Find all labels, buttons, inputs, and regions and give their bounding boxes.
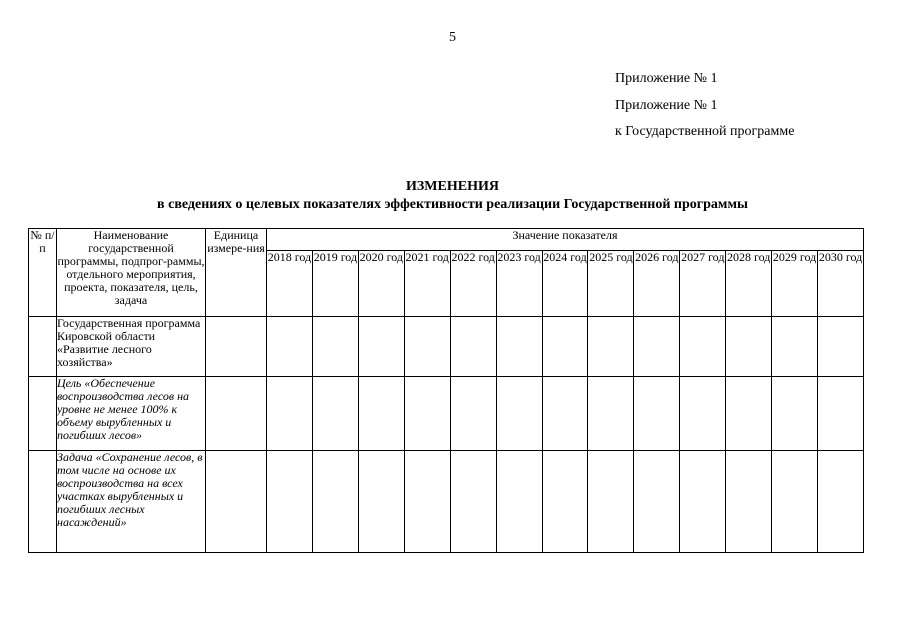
value-cell <box>818 451 864 553</box>
value-cell <box>542 317 588 377</box>
value-cell <box>588 317 634 377</box>
title-sub: в сведениях о целевых показателях эффективности реализации Государственной программы <box>157 197 748 212</box>
value-cell <box>312 377 358 451</box>
header-year: 2026 год <box>634 251 680 317</box>
value-cell <box>726 377 772 451</box>
value-cell <box>772 451 818 553</box>
table-row <box>29 377 864 451</box>
value-cell <box>818 317 864 377</box>
value-cell <box>267 317 313 377</box>
header-value: Значение показателя <box>267 229 864 251</box>
header-year: 2025 год <box>588 251 634 317</box>
value-cell <box>450 451 496 553</box>
header-num: № п/п <box>29 229 57 317</box>
title-main: ИЗМЕНЕНИЯ <box>406 179 499 194</box>
value-cell <box>404 451 450 553</box>
value-cell <box>267 377 313 451</box>
value-cell <box>634 377 680 451</box>
appendix-line-1: Приложение № 1 <box>615 71 718 86</box>
value-cell <box>358 451 404 553</box>
row-num-cell <box>29 317 57 377</box>
header-unit: Единица измере-ния <box>206 229 267 317</box>
row-unit-cell <box>206 451 267 553</box>
value-cell <box>358 317 404 377</box>
value-cell <box>358 377 404 451</box>
value-cell <box>680 317 726 377</box>
value-cell <box>818 377 864 451</box>
value-cell <box>312 451 358 553</box>
appendix-line-2: Приложение № 1 <box>615 97 718 113</box>
indicators-table <box>28 228 864 553</box>
document-title <box>0 178 905 214</box>
page-number: 5 <box>449 30 456 45</box>
header-year: 2024 год <box>542 251 588 317</box>
value-cell <box>772 317 818 377</box>
value-cell <box>496 451 542 553</box>
value-cell <box>404 317 450 377</box>
value-cell <box>496 317 542 377</box>
row-unit-cell <box>206 317 267 377</box>
value-cell <box>680 377 726 451</box>
value-cell <box>267 451 313 553</box>
value-cell <box>496 377 542 451</box>
value-cell <box>588 451 634 553</box>
appendix-line-3: к Государственной программе <box>615 124 795 139</box>
value-cell <box>542 451 588 553</box>
header-year: 2030 год <box>818 251 864 317</box>
value-cell <box>680 451 726 553</box>
header-year: 2029 год <box>772 251 818 317</box>
value-cell <box>542 377 588 451</box>
table-row <box>29 317 864 377</box>
value-cell <box>450 317 496 377</box>
header-name: Наименование государственной программы, подпрог-раммы, отдельного мероприятия, проекта, показателя, цель, задача <box>57 229 206 317</box>
row-unit-cell <box>206 377 267 451</box>
value-cell <box>726 451 772 553</box>
value-cell <box>404 377 450 451</box>
row-num-cell <box>29 377 57 451</box>
header-year: 2018 год <box>267 251 313 317</box>
header-year: 2019 год <box>312 251 358 317</box>
header-year: 2027 год <box>680 251 726 317</box>
header-year: 2022 год <box>450 251 496 317</box>
header-year: 2021 год <box>404 251 450 317</box>
header-year: 2028 год <box>726 251 772 317</box>
appendix-block <box>615 66 794 146</box>
row-name-cell: Цель «Обеспечение воспроизводства лесов на уровне не менее 100% к объему вырубленных и погибших лесов» <box>57 377 206 451</box>
header-year: 2020 год <box>358 251 404 317</box>
table-row <box>29 451 864 553</box>
value-cell <box>634 451 680 553</box>
value-cell <box>634 317 680 377</box>
value-cell <box>588 377 634 451</box>
value-cell <box>312 317 358 377</box>
row-num-cell <box>29 451 57 553</box>
value-cell <box>450 377 496 451</box>
value-cell <box>772 377 818 451</box>
header-year: 2023 год <box>496 251 542 317</box>
row-name-cell: Государственная программа Кировской области «Развитие лесного хозяйства» <box>57 317 206 377</box>
row-name-cell: Задача «Сохранение лесов, в том числе на основе их воспроизводства на всех участках вырубленных и погибших лесных насаждений» <box>57 451 206 553</box>
value-cell <box>726 317 772 377</box>
